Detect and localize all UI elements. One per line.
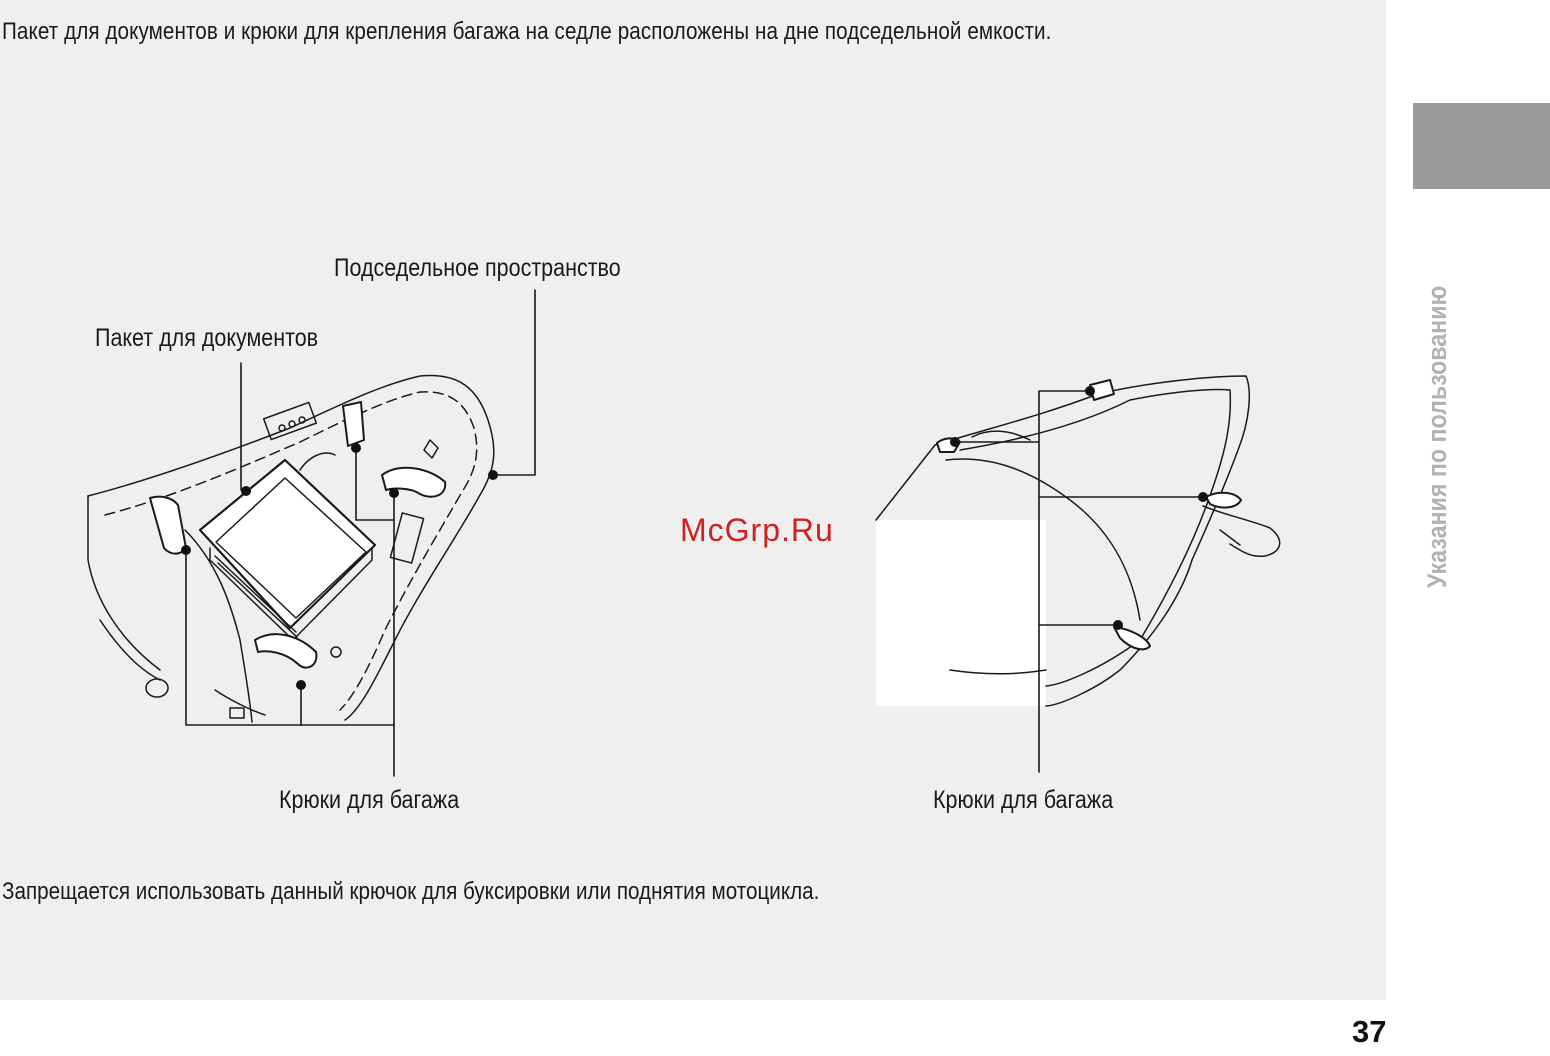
label-document-bag: Пакет для документов [95,324,319,352]
watermark: McGrp.Ru [680,512,834,548]
page-number: 37 [1352,1014,1387,1049]
side-section-title: Указания по пользованию [1422,285,1452,588]
label-hooks-right: Крюки для багажа [933,786,1114,814]
label-hooks-left: Крюки для багажа [279,786,460,814]
seat-drawing [876,376,1280,706]
section-tab [1413,103,1550,189]
storage-compartment-drawing [88,375,494,722]
label-under-seat-space: Подседельное пространство [334,254,621,282]
warning-paragraph: Запрещается использовать данный крючок для буксировки или поднятия мотоцикла. [2,878,820,905]
intro-paragraph: Пакет для документов и крюки для крепления багажа на седле расположены на дне подседельной емкости. [2,18,1052,45]
